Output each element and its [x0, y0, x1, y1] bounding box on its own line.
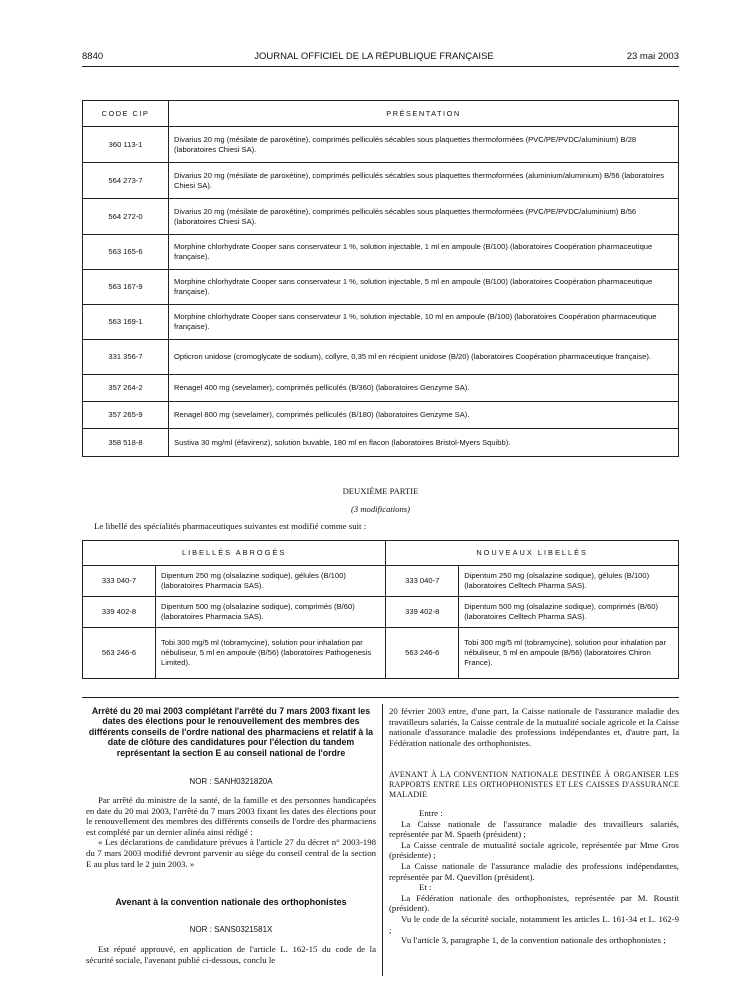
presentation-text: Opticron unidose (cromoglycate de sodium), collyre, 0,35 ml en récipient unidose (B/20) (laboratoires Coopération pharmaceutique française).: [169, 340, 679, 375]
legal-basis-2: Vu l'article 3, paragraphe 1, de la convention nationale des orthophonistes ;: [401, 935, 666, 946]
entre-label: Entre :: [419, 808, 443, 818]
party-canam: La Caisse nationale de l'assurance maladie des professions indépendantes, représentée par M. Quevillon (président).: [389, 860, 679, 882]
section-rule: [82, 697, 679, 698]
presentation-text: Morphine chlorhydrate Cooper sans conservateur 1 %, solution injectable, 1 ml en ampoule (B/100) (laboratoires Coopération pharmaceutique française).: [169, 235, 679, 270]
table-row: [83, 402, 679, 429]
cip-code: 563 169-1: [83, 305, 169, 340]
decree-paragraph: Par arrêté du ministre de la santé, de la famille et des personnes handicapées en date du 20 mai 2003, l'arrêté du 7 mars 2003 fixant les dates des élections pour le renouvellement des membres des différents conseils de l'ordre des pharmaciens est complété par un dernier alinéa ainsi rédigé :: [86, 795, 376, 837]
decree-title: Arrêté du 20 mai 2003 complétant l'arrêté du 7 mars 2003 fixant les dates des élections pour le renouvellement des membres des différents conseils de l'ordre national des pharmaciens et relatif à la date de clôture des candidatures pour l'élection du tandem représentant la section E au conseil national de l'ordre: [88, 706, 374, 758]
old-code: 339 402-8: [83, 597, 156, 628]
journal-title: JOURNAL OFFICIEL DE LA RÉPUBLIQUE FRANÇAISE: [254, 51, 494, 62]
new-label: Dipentum 500 mg (olsalazine sodique), comprimés (B/60) (laboratoires Celltech Pharma SAS).: [459, 597, 679, 628]
cip-code: 331 356-7: [83, 340, 169, 375]
table-row: [83, 270, 679, 305]
presentation-table: [82, 100, 679, 457]
cip-code: 563 165-6: [83, 235, 169, 270]
old-code: 333 040-7: [83, 566, 156, 597]
table-row: [83, 235, 679, 270]
amendment-nor: NOR : SANS0321581X: [189, 925, 273, 934]
new-label: Tobi 300 mg/5 ml (tobramycine), solution pour inhalation par nébuliseur, 5 ml en ampoule (B/56) (laboratoires Chiron France).: [459, 628, 679, 679]
convention-heading: AVENANT À LA CONVENTION NATIONALE DESTINÉE À ORGANISER LES RAPPORTS ENTRE LES ORTHOPHONISTES ET LES CAISSES D'ASSURANCE MALADIE: [389, 770, 679, 799]
modifications-table: [82, 540, 679, 679]
party-msa: La Caisse centrale de mutualité sociale agricole, représentée par Mme Gros (présidente) ;: [389, 839, 679, 861]
table-row: [83, 429, 679, 457]
table-row: [83, 340, 679, 375]
presentation-text: Morphine chlorhydrate Cooper sans conservateur 1 %, solution injectable, 5 ml en ampoule (B/100) (laboratoires Coopération pharmaceutique française).: [169, 270, 679, 305]
cip-code: 360 113-1: [83, 127, 169, 163]
party-cnamts: La Caisse nationale de l'assurance maladie des travailleurs salariés, représentée par M. Spaeth (président) ;: [389, 818, 679, 840]
column-divider: [382, 704, 383, 976]
et-label: Et :: [419, 882, 432, 893]
presentation-text: Renagel 400 mg (sevelamer), comprimés pelliculés (B/360) (laboratoires Genzyme SA).: [169, 375, 679, 402]
presentation-text: Divarius 20 mg (mésilate de paroxétine), comprimés pelliculés sécables sous plaquettes thermoformées (PVC/PE/PVDC/aluminium) B/56 (laboratoires Chiesi SA).: [169, 199, 679, 235]
part-title: DEUXIÈME PARTIE: [342, 486, 419, 496]
cip-code: 357 264-2: [83, 375, 169, 402]
table-row: [83, 199, 679, 235]
cip-code: 563 167-9: [83, 270, 169, 305]
new-code: 563 246-6: [386, 628, 459, 679]
presentation-text: Morphine chlorhydrate Cooper sans conservateur 1 %, solution injectable, 10 ml en ampoule (B/100) (laboratoires Coopération pharmaceutique française).: [169, 305, 679, 340]
presentation-text: Renagel 800 mg (sevelamer), comprimés pelliculés (B/180) (laboratoires Genzyme SA).: [169, 402, 679, 429]
header-rule: [82, 66, 679, 67]
table-row: [83, 597, 679, 628]
parties-paragraph: 20 février 2003 entre, d'une part, la Caisse nationale de l'assurance maladie des travailleurs salariés, la Caisse centrale de la mutualité sociale agricole et la Caisse nationale d'assurance maladie des professions indépendantes et, d'autre part, la Fédération nationale des orthophonistes.: [389, 706, 679, 748]
table-row: [83, 375, 679, 402]
new-code: 333 040-7: [386, 566, 459, 597]
column-header-code: CODE CIP: [83, 101, 169, 127]
cip-code: 564 273-7: [83, 163, 169, 199]
part-intro: Le libellé des spécialités pharmaceutiques suivantes est modifié comme suit :: [94, 521, 367, 531]
amendment-title: Avenant à la convention nationale des orthophonistes: [115, 897, 347, 907]
presentation-text: Divarius 20 mg (mésilate de paroxétine), comprimés pelliculés sécables sous plaquettes thermoformées (PVC/PE/PVDC/aluminium) B/28 (laboratoires Chiesi SA).: [169, 127, 679, 163]
old-label: Dipentum 250 mg (olsalazine sodique), gélules (B/100) (laboratoires Pharmacia SAS).: [156, 566, 386, 597]
cip-code: 564 272-0: [83, 199, 169, 235]
page-number: 8840: [82, 51, 104, 62]
column-header-old: LIBELLÉS ABROGÉS: [83, 541, 386, 566]
new-code: 339 402-8: [386, 597, 459, 628]
presentation-text: Sustiva 30 mg/ml (éfavirenz), solution buvable, 180 ml en flacon (laboratoires Bristol-Myers Squibb).: [169, 429, 679, 457]
old-label: Tobi 300 mg/5 ml (tobramycine), solution pour inhalation par nébuliseur, 5 ml en ampoule (B/56) (laboratoires Pathogenesis Limited).: [156, 628, 386, 679]
table-row: [83, 127, 679, 163]
table-row: [83, 305, 679, 340]
table-row: [83, 163, 679, 199]
decree-quote: « Les déclarations de candidature prévues à l'article 27 du décret n° 2003-198 du 7 mars 2003 modifié devront parvenir au siège du conseil central de la section E au plus tard le 2 juin 2003. »: [86, 837, 376, 869]
column-header-new: NOUVEAUX LIBELLÉS: [386, 541, 679, 566]
old-label: Dipentum 500 mg (olsalazine sodique), comprimés (B/60) (laboratoires Pharmacia SAS).: [156, 597, 386, 628]
presentation-text: Divarius 20 mg (mésilate de paroxétine), comprimés pelliculés sécables sous plaquettes thermoformées (aluminium/aluminium) B/56 (laboratoires Chiesi SA).: [169, 163, 679, 199]
decree-nor: NOR : SANH0321820A: [189, 777, 273, 786]
new-label: Dipentum 250 mg (olsalazine sodique), gélules (B/100) (laboratoires Celltech Pharma SAS).: [459, 566, 679, 597]
old-code: 563 246-6: [83, 628, 156, 679]
amendment-paragraph: Est réputé approuvé, en application de l'article L. 162-15 du code de la sécurité sociale, l'avenant publié ci-dessous, conclu le: [86, 944, 376, 965]
cip-code: 358 518-8: [83, 429, 169, 457]
party-federation: La Fédération nationale des orthophonistes, représentée par M. Roustit (président).: [389, 892, 679, 914]
part-subtitle: (3 modifications): [351, 504, 410, 514]
cip-code: 357 265-9: [83, 402, 169, 429]
table-row: [83, 628, 679, 679]
column-header-presentation: PRÉSENTATION: [169, 101, 679, 127]
table-row: [83, 566, 679, 597]
issue-date: 23 mai 2003: [626, 51, 679, 62]
legal-basis-1: Vu le code de la sécurité sociale, notamment les articles L. 161-34 et L. 162-9 ;: [389, 913, 679, 935]
